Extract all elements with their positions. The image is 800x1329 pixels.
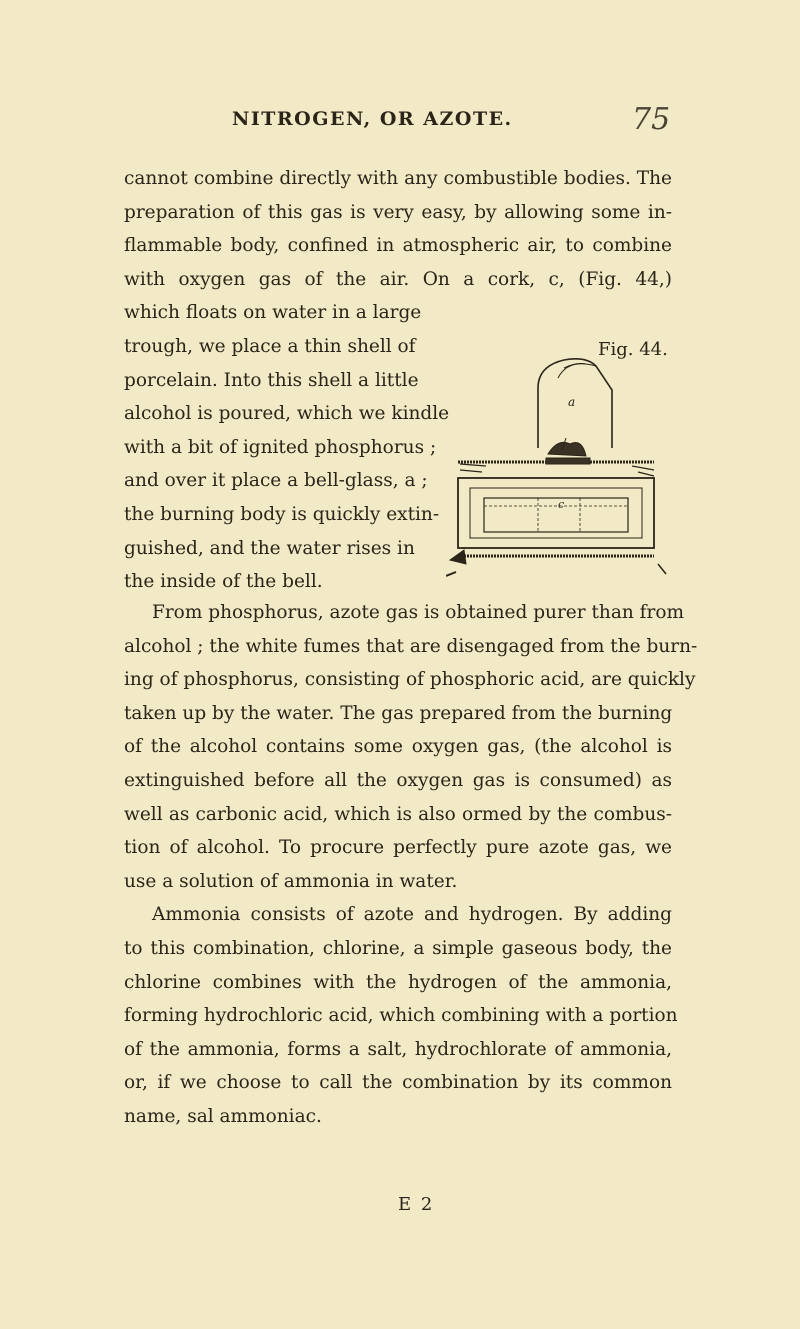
running-head bbox=[0, 102, 800, 137]
text-line: forming hydrochloric acid, which combining with a portion bbox=[124, 1005, 678, 1027]
text-line: use a solution of ammonia in water. bbox=[124, 870, 458, 892]
text-line: cannot combine directly with any combustible bodies. The bbox=[124, 168, 672, 189]
text-line: the inside of the bell. bbox=[124, 571, 323, 593]
text-line: chlorine combines with the hydrogen of the ammonia, bbox=[124, 971, 672, 993]
text-line: or, if we choose to call the combination by its common bbox=[124, 1072, 672, 1094]
text-line: which floats on water in a large bbox=[124, 302, 422, 324]
signature-mark: E 2 bbox=[398, 1194, 435, 1215]
shell-and-cork bbox=[546, 438, 590, 464]
text-line: well as carbonic acid, which is also ormed by the combus- bbox=[124, 803, 672, 825]
text-line: ing of phosphorus, consisting of phosphoric acid, are quickly bbox=[124, 669, 696, 691]
paragraphs-2-3 bbox=[124, 596, 698, 1134]
letter-a: a bbox=[568, 395, 576, 409]
text-line: name, sal ammoniac. bbox=[124, 1105, 322, 1127]
text-line: preparation of this gas is very easy, by allowing some in- bbox=[124, 201, 672, 223]
text-line: flammable body, confined in atmospheric air, to combine bbox=[124, 235, 672, 257]
figure-44-illustration bbox=[446, 338, 686, 598]
text-line: of the ammonia, forms a salt, hydrochlorate of ammonia, bbox=[124, 1038, 672, 1060]
text-line: porcelain. Into this shell a little bbox=[124, 369, 419, 391]
text-line: of the alcohol contains some oxygen gas, (the alcohol is bbox=[124, 736, 672, 758]
text-line: guished, and the water rises in bbox=[124, 537, 415, 559]
figure-label: Fig. 44. bbox=[598, 339, 668, 360]
text-line: with a bit of ignited phosphorus ; bbox=[124, 436, 437, 458]
text-line: and over it place a bell-glass, a ; bbox=[124, 470, 428, 492]
text-line: Ammonia consists of azote and hydrogen. By adding bbox=[152, 904, 672, 926]
letter-c: c bbox=[558, 498, 565, 511]
text-line: extinguished before all the oxygen gas is consumed) as bbox=[124, 769, 672, 791]
trough-drawing bbox=[446, 462, 666, 576]
page-number: 75 bbox=[632, 102, 671, 137]
text-line: taken up by the water. The gas prepared from the burning bbox=[124, 702, 673, 724]
text-line: with oxygen gas of the air. On a cork, c, (Fig. 44,) bbox=[124, 268, 672, 290]
text-line: the burning body is quickly extin- bbox=[124, 503, 440, 525]
text-line: From phosphorus, azote gas is obtained purer than from bbox=[152, 602, 685, 623]
text-line: trough, we place a thin shell of bbox=[124, 335, 416, 357]
text-line: to this combination, chlorine, a simple gaseous body, the bbox=[124, 937, 672, 959]
text-line: alcohol ; the white fumes that are disengaged from the burn- bbox=[124, 635, 698, 657]
running-title: NITROGEN, OR AZOTE. bbox=[232, 108, 513, 130]
text-line: alcohol is poured, which we kindle bbox=[124, 403, 450, 425]
text-line: tion of alcohol. To procure perfectly pure azote gas, we bbox=[124, 837, 672, 859]
